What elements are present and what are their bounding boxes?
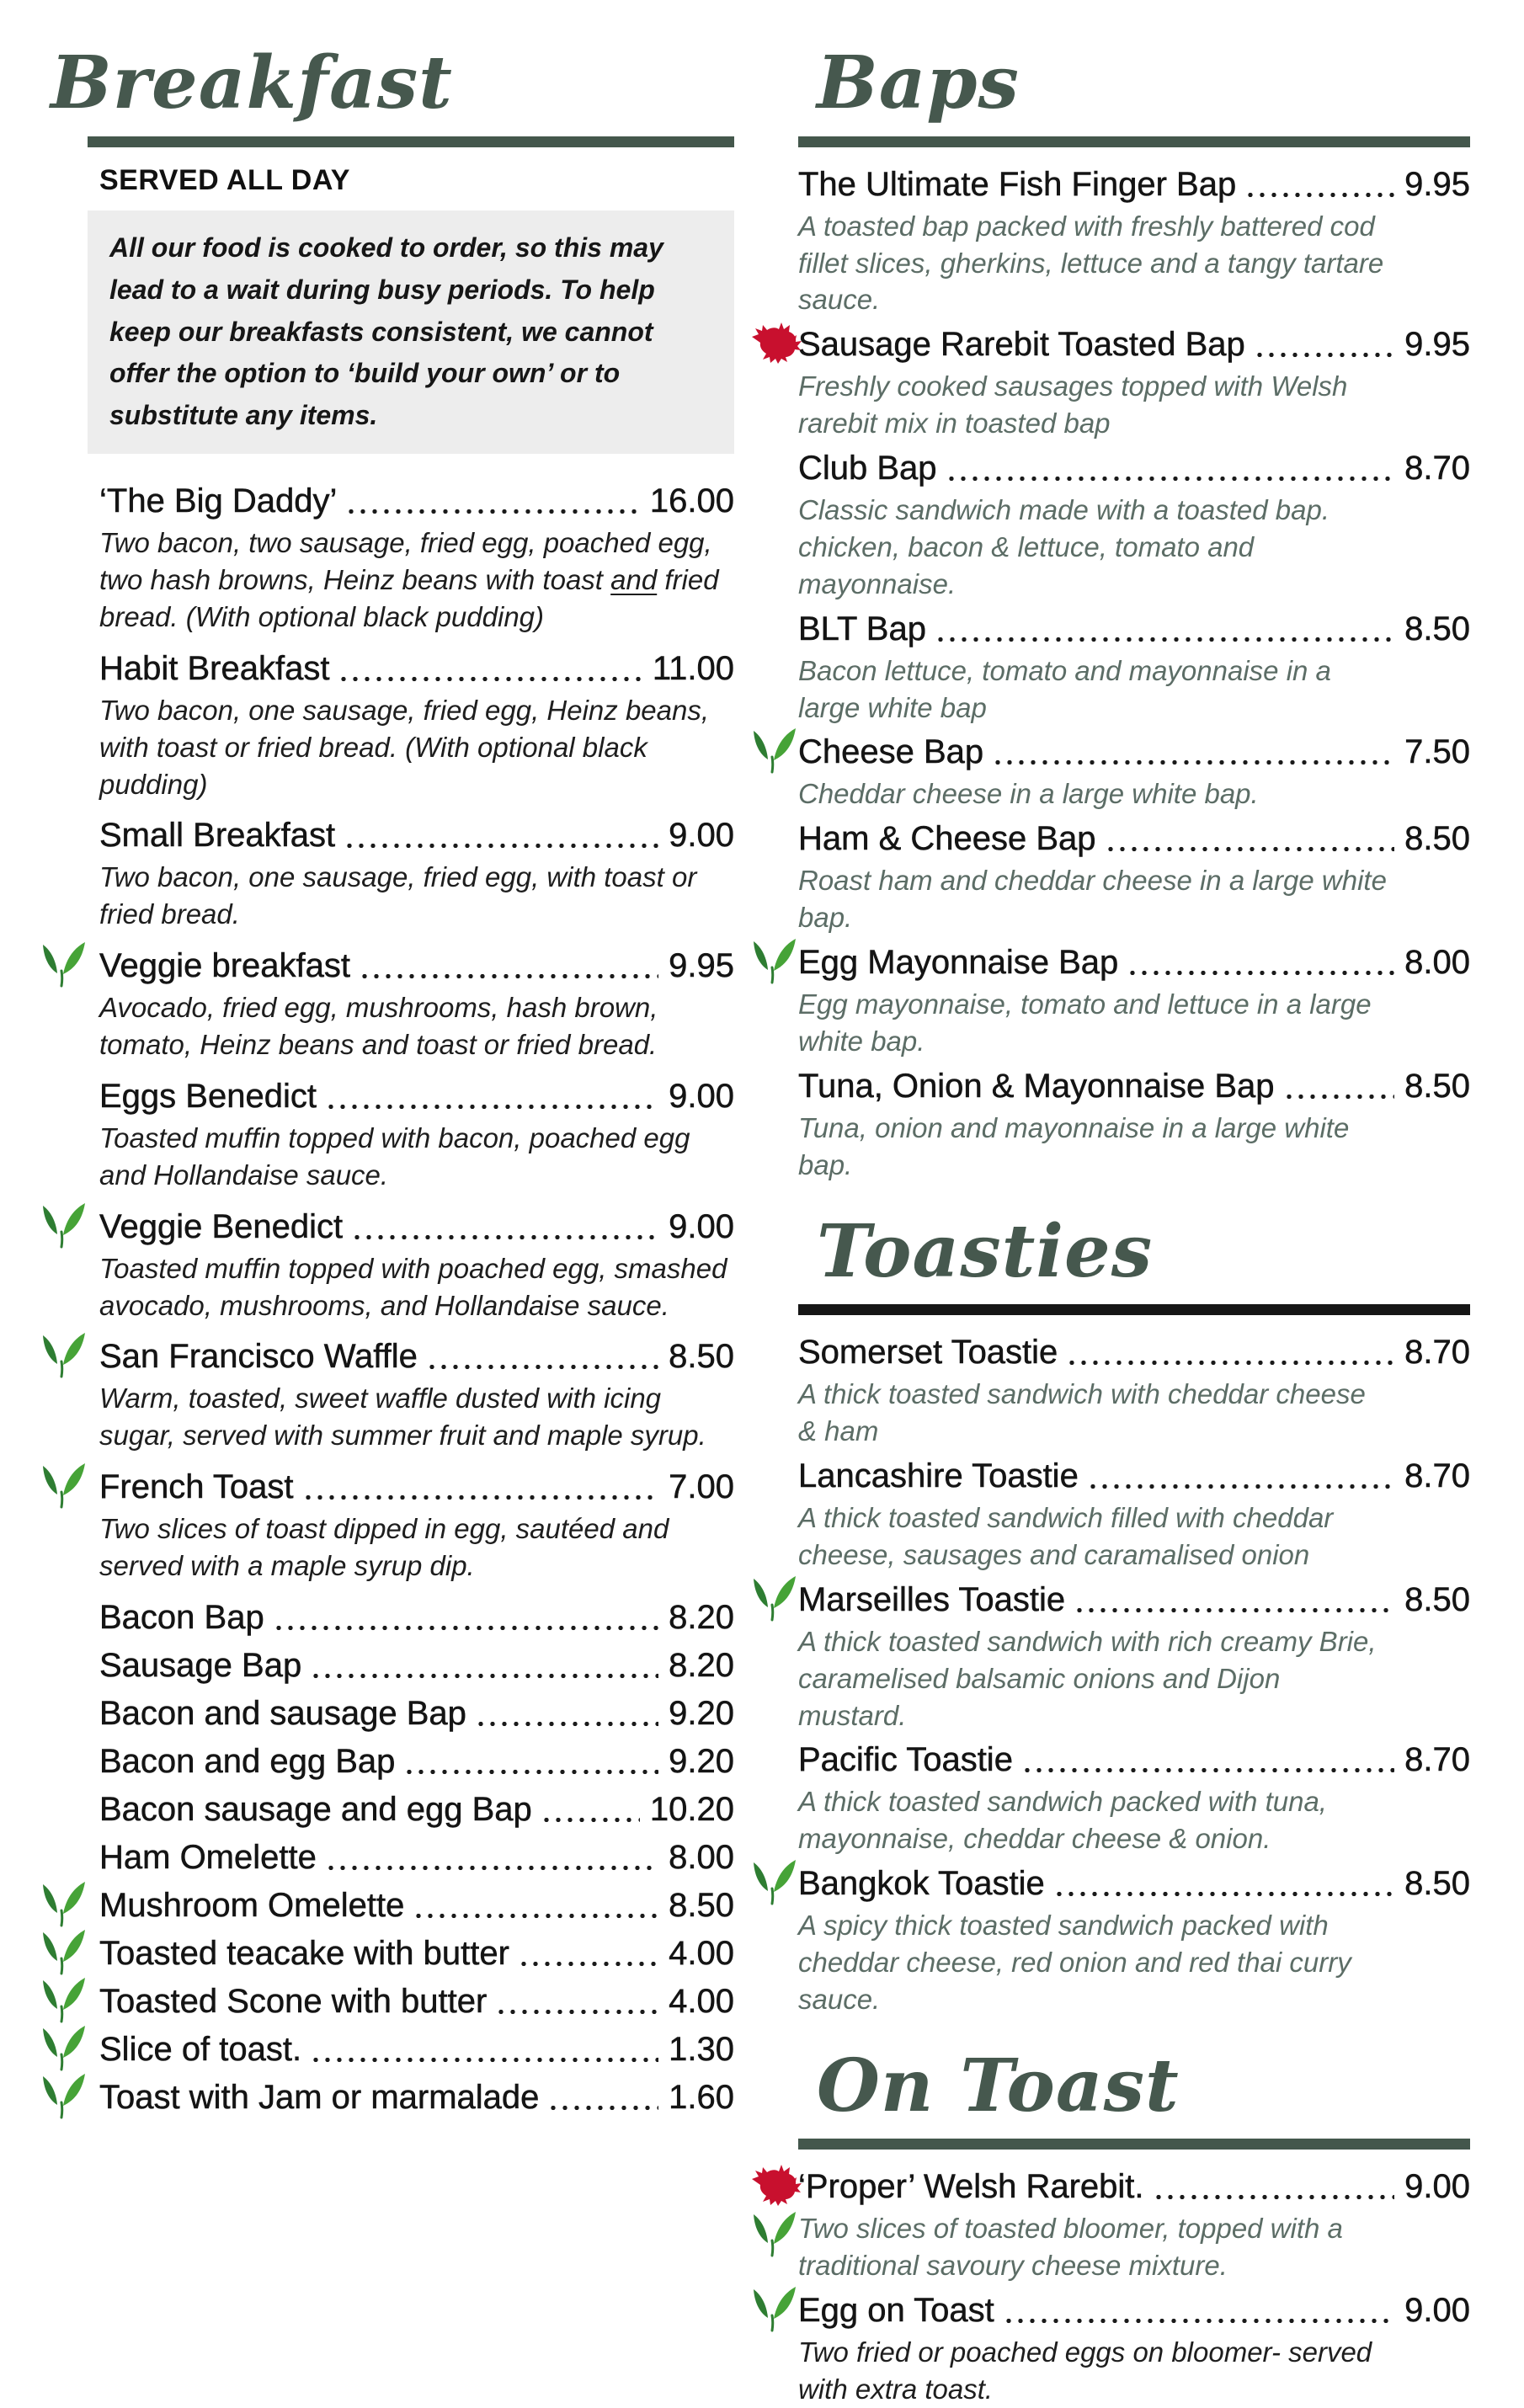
item-name: Pacific Toastie — [798, 1741, 1013, 1779]
menu-item — [798, 942, 1470, 1060]
item-name: ‘The Big Daddy’ — [99, 482, 338, 520]
baps-item-list — [798, 164, 1470, 1184]
item-name: Cheese Bap — [798, 733, 984, 771]
dot-leader — [1003, 2317, 1394, 2325]
menu-item — [99, 1933, 734, 1974]
item-description: Toasted muffin topped with bacon, poached egg and Hollandaise sauce. — [99, 1121, 690, 1191]
menu-item — [99, 1885, 734, 1926]
item-row — [798, 1332, 1470, 1372]
item-price: 8.00 — [669, 1838, 734, 1876]
item-row — [798, 1456, 1470, 1496]
dot-leader — [1127, 969, 1394, 977]
item-name: Tuna, Onion & Mayonnaise Bap — [798, 1067, 1275, 1105]
item-name: Bacon sausage and egg Bap — [99, 1790, 532, 1828]
item-price: 8.50 — [669, 1338, 734, 1376]
item-price: 11.00 — [652, 649, 734, 687]
menu-item — [99, 1336, 734, 1454]
item-price: 8.50 — [1404, 610, 1470, 647]
menu-item — [798, 448, 1470, 603]
item-price: 8.50 — [1404, 1580, 1470, 1618]
item-name: Egg Mayonnaise Bap — [798, 944, 1119, 982]
item-price: 9.00 — [1404, 2292, 1470, 2330]
vegetarian-leaf-icon — [39, 2026, 89, 2071]
item-name: The Ultimate Fish Finger Bap — [798, 165, 1237, 203]
item-description: Two bacon, two sausage, fried egg, poached egg, two hash browns, Heinz beans with toast and fried bread. (With optional black pudding) — [99, 527, 719, 632]
item-description: A thick toasted sandwich filled with cheddar cheese, sausages and caramalised onion — [798, 1502, 1334, 1570]
item-description: Egg mayonnaise, tomato and lettuce in a large white bap. — [798, 988, 1372, 1057]
item-price: 7.50 — [1404, 733, 1470, 771]
item-price: 9.95 — [669, 947, 734, 985]
item-row — [798, 1066, 1470, 1106]
item-row — [99, 1207, 734, 1247]
item-name: ‘Proper’ Welsh Rarebit. — [798, 2168, 1144, 2206]
item-price: 8.20 — [669, 1646, 734, 1684]
item-row — [99, 1467, 734, 1507]
dot-leader — [992, 759, 1394, 766]
item-description: A spicy thick toasted sandwich packed with cheddar cheese, red onion and red thai curry sauce. — [798, 1910, 1351, 2015]
dot-leader — [351, 1233, 658, 1241]
item-description: A thick toasted sandwich packed with tuna, mayonnaise, cheddar cheese & onion. — [798, 1786, 1327, 1855]
item-name: Somerset Toastie — [798, 1334, 1058, 1372]
item-price: 4.00 — [669, 1982, 734, 2020]
dot-leader — [426, 1363, 658, 1371]
item-description: Two fried or poached eggs on bloomer- served with extra toast. — [798, 2336, 1372, 2405]
item-name: Bacon and sausage Bap — [99, 1694, 466, 1732]
menu-item — [99, 946, 734, 1063]
vegetarian-leaf-icon — [39, 1978, 89, 2023]
item-price: 8.50 — [1404, 820, 1470, 858]
dot-leader — [310, 1672, 658, 1680]
item-description: Freshly cooked sausages topped with Welsh rarebit mix in toasted bap — [798, 370, 1348, 440]
dot-leader — [518, 1960, 658, 1968]
dot-leader — [338, 675, 642, 683]
vegetarian-leaf-icon — [749, 939, 800, 984]
menu-item — [99, 1741, 734, 1782]
dot-leader — [344, 842, 658, 850]
item-row — [99, 815, 734, 855]
dot-leader — [1105, 845, 1395, 853]
menu-item — [798, 609, 1470, 727]
menu-item — [99, 1789, 734, 1830]
welsh-dragon-icon — [749, 2163, 797, 2205]
menu-item — [798, 1456, 1470, 1574]
item-description: A toasted bap packed with freshly battered cod fillet slices, gherkins, lettuce and a tangy tartare sauce. — [798, 210, 1384, 316]
vegetarian-leaf-icon — [749, 1576, 800, 1622]
column-gap — [734, 49, 798, 2155]
section-rule — [798, 2139, 1470, 2150]
item-description: Roast ham and cheddar cheese in a large white bap. — [798, 865, 1387, 934]
item-row — [99, 1741, 734, 1782]
vegetarian-leaf-icon — [39, 942, 89, 988]
item-row — [99, 1336, 734, 1377]
right-column — [798, 40, 1482, 2405]
dot-leader — [1087, 1483, 1394, 1490]
vegetarian-leaf-icon — [749, 1860, 800, 1905]
dot-leader — [1153, 2193, 1395, 2201]
item-price: 8.70 — [1404, 1741, 1470, 1779]
section-title-toasties: Toasties — [817, 1208, 1154, 1294]
menu-item — [798, 2166, 1470, 2284]
vegetarian-leaf-icon — [39, 1882, 89, 1927]
item-price: 8.20 — [669, 1598, 734, 1636]
menu-item — [798, 818, 1470, 936]
vegetarian-leaf-icon — [39, 1333, 89, 1378]
item-name: Mushroom Omelette — [99, 1886, 405, 1924]
item-row — [798, 818, 1470, 859]
dot-leader — [475, 1720, 658, 1728]
item-description: Bacon lettuce, tomato and mayonnaise in a large white bap — [798, 654, 1331, 723]
menu-item — [99, 2077, 734, 2118]
item-price: 8.50 — [669, 1886, 734, 1924]
item-row — [798, 609, 1470, 649]
item-name: Bacon and egg Bap — [99, 1742, 396, 1780]
item-price: 1.60 — [669, 2078, 734, 2116]
dot-leader — [359, 972, 658, 980]
vegetarian-leaf-icon — [749, 2287, 800, 2332]
menu-item — [798, 1066, 1470, 1184]
menu-item — [99, 1207, 734, 1324]
dot-leader — [302, 1494, 659, 1501]
dot-leader — [1021, 1766, 1394, 1774]
item-row — [99, 1837, 734, 1878]
menu-item — [99, 815, 734, 933]
item-row — [99, 648, 734, 689]
menu-item — [99, 1693, 734, 1734]
dot-leader — [946, 475, 1395, 482]
item-name: Club Bap — [798, 450, 937, 487]
item-description: A thick toasted sandwich with cheddar cheese & ham — [798, 1378, 1366, 1447]
item-name: Sausage Rarebit Toasted Bap — [798, 326, 1245, 364]
item-name: Slice of toast. — [99, 2030, 302, 2068]
item-name: Ham & Cheese Bap — [798, 820, 1096, 858]
section-title-breakfast: Breakfast — [51, 40, 453, 125]
item-price: 7.00 — [669, 1468, 734, 1506]
item-row — [99, 1885, 734, 1926]
vegetarian-leaf-icon — [749, 2212, 800, 2257]
item-name: French Toast — [99, 1468, 294, 1506]
toasties-section — [798, 1208, 1470, 2018]
item-price: 8.70 — [1404, 1334, 1470, 1372]
item-description: Two bacon, one sausage, fried egg, with toast or fried bread. — [99, 861, 697, 930]
toasties-item-list — [798, 1332, 1470, 2018]
vegetarian-leaf-icon — [39, 1463, 89, 1509]
kitchen-notice: All our food is cooked to order, so this may lead to a wait during busy periods. To help keep our breakfasts consistent, we cannot offer the option to ‘build your own’ or to substitute any items. — [88, 210, 734, 455]
dot-leader — [1244, 191, 1394, 199]
item-description: Tuna, onion and mayonnaise in a large white bap. — [798, 1111, 1350, 1180]
item-price: 8.50 — [1404, 1067, 1470, 1105]
menu-item — [798, 732, 1470, 812]
item-price: 9.20 — [669, 1742, 734, 1780]
item-row — [798, 2290, 1470, 2331]
item-name: San Francisco Waffle — [99, 1338, 418, 1376]
item-description: Classic sandwich made with a toasted bap. chicken, bacon & lettuce, tomato and mayonnaise. — [798, 494, 1330, 599]
item-row — [99, 1693, 734, 1734]
item-price: 8.50 — [1404, 1865, 1470, 1903]
menu-item — [99, 1837, 734, 1878]
dot-leader — [403, 1768, 658, 1776]
menu-item — [798, 1863, 1470, 2018]
item-name: Sausage Bap — [99, 1646, 302, 1684]
item-row — [798, 324, 1470, 365]
menu-item — [99, 1076, 734, 1194]
item-name: Habit Breakfast — [99, 649, 330, 687]
section-rule — [88, 136, 734, 147]
item-description: Avocado, fried egg, mushrooms, hash brown, tomato, Heinz beans and toast or fried bread. — [99, 992, 658, 1061]
item-price: 9.95 — [1404, 165, 1470, 203]
welsh-dragon-icon — [749, 321, 797, 363]
item-price: 9.00 — [1404, 2168, 1470, 2206]
item-name: Bangkok Toastie — [798, 1865, 1045, 1903]
dot-leader — [310, 2056, 658, 2064]
menu-item — [798, 164, 1470, 319]
dot-leader — [1254, 351, 1394, 359]
menu-item — [99, 648, 734, 803]
item-price: 8.00 — [1404, 944, 1470, 982]
item-name: BLT Bap — [798, 610, 926, 647]
item-name: Lancashire Toastie — [798, 1457, 1079, 1494]
section-rule-black — [798, 1304, 1470, 1315]
item-price: 9.00 — [669, 1207, 734, 1245]
item-name: Bacon Bap — [99, 1598, 264, 1636]
vegetarian-leaf-icon — [39, 1930, 89, 1975]
dot-leader — [345, 508, 640, 515]
menu-item — [798, 2290, 1470, 2408]
item-price: 9.00 — [669, 1077, 734, 1115]
section-title-baps: Baps — [817, 40, 1020, 125]
breakfast-item-list — [99, 481, 734, 2118]
item-name: Toast with Jam or marmalade — [99, 2078, 540, 2116]
item-name: Toasted teacake with butter — [99, 1934, 509, 1972]
on-toast-item-list — [798, 2166, 1470, 2408]
item-name: Veggie breakfast — [99, 947, 350, 985]
item-name: Egg on Toast — [798, 2292, 994, 2330]
dot-leader — [1066, 1359, 1394, 1366]
section-rule — [798, 136, 1470, 147]
item-row — [99, 1076, 734, 1116]
item-price: 9.20 — [669, 1694, 734, 1732]
item-name: Small Breakfast — [99, 817, 336, 855]
item-name: Veggie Benedict — [99, 1207, 344, 1245]
item-row — [798, 164, 1470, 205]
dot-leader — [325, 1864, 658, 1872]
item-row — [798, 732, 1470, 772]
item-price: 1.30 — [669, 2030, 734, 2068]
item-row — [99, 1981, 734, 2022]
on-toast-section — [798, 2043, 1470, 2408]
item-price: 16.00 — [649, 482, 734, 520]
item-price: 8.70 — [1404, 450, 1470, 487]
menu-item — [99, 481, 734, 636]
section-title-on-toast: On Toast — [817, 2043, 1180, 2128]
item-price: 9.95 — [1404, 326, 1470, 364]
item-name: Ham Omelette — [99, 1838, 317, 1876]
item-description: Two slices of toasted bloomer, topped with a traditional savoury cheese mixture. — [798, 2210, 1388, 2284]
item-description: Warm, toasted, sweet waffle dusted with icing sugar, served with summer fruit and maple syrup. — [99, 1382, 706, 1452]
item-price: 8.70 — [1404, 1457, 1470, 1494]
menu-item — [798, 1332, 1470, 1450]
item-description: Toasted muffin topped with poached egg, smashed avocado, mushrooms, and Hollandaise sauce. — [99, 1252, 727, 1321]
item-description: Two bacon, one sausage, fried egg, Heinz beans, with toast or fried bread. (With optional black pudding) — [99, 694, 710, 800]
dot-leader — [273, 1624, 658, 1632]
dot-leader — [1283, 1093, 1395, 1100]
item-name: Eggs Benedict — [99, 1077, 317, 1115]
dot-leader — [547, 2104, 658, 2112]
item-name: Toasted Scone with butter — [99, 1982, 488, 2020]
dot-leader — [541, 1816, 640, 1824]
menu-item — [99, 2029, 734, 2070]
item-price: 4.00 — [669, 1934, 734, 1972]
item-row — [99, 481, 734, 521]
item-row — [798, 2166, 1470, 2207]
dot-leader — [1053, 1890, 1394, 1898]
dot-leader — [935, 636, 1394, 643]
dot-leader — [413, 1912, 658, 1920]
item-description: A thick toasted sandwich with rich creamy Brie, caramelised balsamic onions and Dijon mustard. — [798, 1625, 1377, 1731]
breakfast-column — [51, 40, 734, 2155]
item-row — [99, 1789, 734, 1830]
served-all-day-label: SERVED ALL DAY — [99, 163, 350, 196]
item-row — [798, 1580, 1470, 1620]
item-row — [99, 1645, 734, 1686]
item-row — [798, 1863, 1470, 1904]
vegetarian-leaf-icon — [39, 2074, 89, 2119]
vegetarian-leaf-icon — [39, 1203, 89, 1249]
menu-item — [99, 1645, 734, 1686]
dot-leader — [495, 2008, 658, 2016]
baps-section — [798, 40, 1470, 1184]
menu-item — [99, 1597, 734, 1638]
dot-leader — [325, 1103, 658, 1111]
item-row — [798, 1739, 1470, 1780]
item-row — [798, 448, 1470, 488]
menu-item — [99, 1981, 734, 2022]
vegetarian-leaf-icon — [749, 728, 800, 774]
item-row — [99, 1597, 734, 1638]
item-row — [99, 2077, 734, 2118]
item-row — [99, 2029, 734, 2070]
item-name: Marseilles Toastie — [798, 1580, 1066, 1618]
dot-leader — [1074, 1606, 1394, 1614]
item-price: 10.20 — [649, 1790, 734, 1828]
menu-item — [798, 324, 1470, 442]
menu-item — [798, 1739, 1470, 1857]
item-row — [99, 1933, 734, 1974]
menu-item — [798, 1580, 1470, 1734]
item-description: Two slices of toast dipped in egg, sautéed and served with a maple syrup dip. — [99, 1513, 669, 1582]
item-description: Cheddar cheese in a large white bap. — [798, 778, 1259, 810]
item-price: 9.00 — [669, 817, 734, 855]
item-row — [99, 946, 734, 986]
menu-item — [99, 1467, 734, 1585]
item-row — [798, 942, 1470, 983]
